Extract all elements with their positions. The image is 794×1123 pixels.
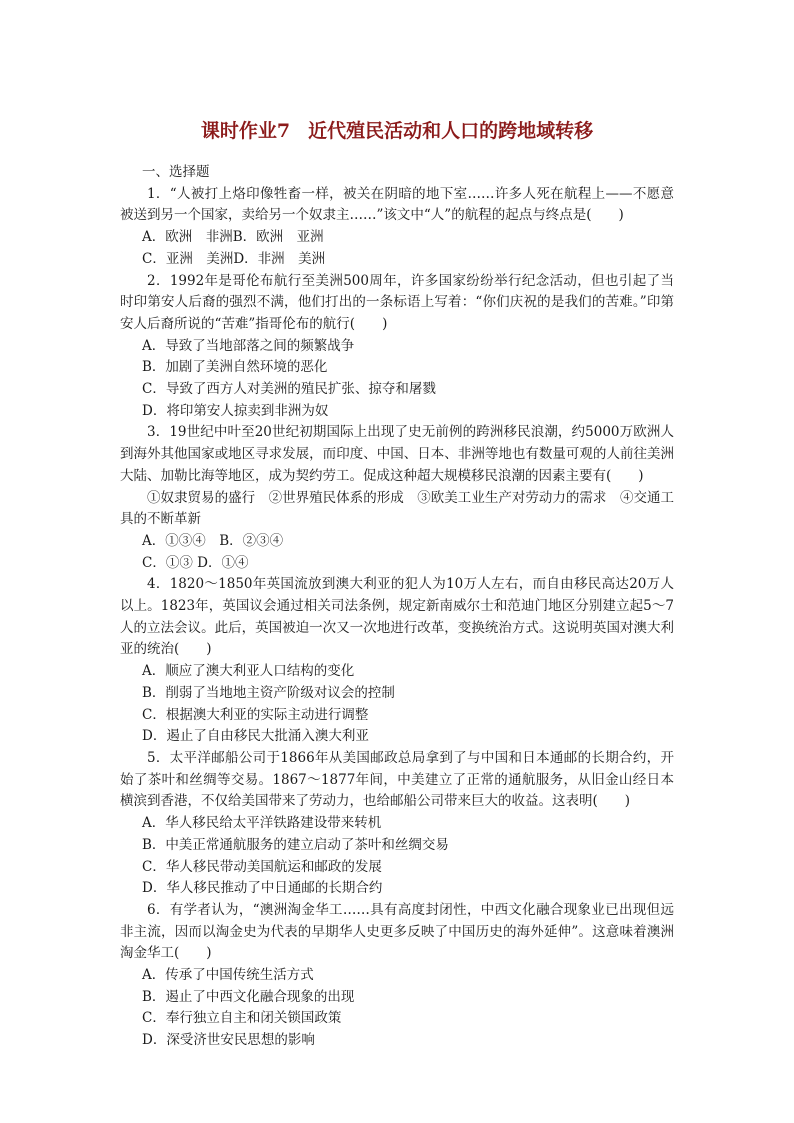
option-d: D．华人移民推动了中日通邮的长期合约 bbox=[142, 880, 383, 897]
question-stem: 2．1992年是哥伦布航行至美洲500周年，许多国家纷纷举行纪念活动，但也引起了当时印第安人后裔的强烈不满，他们打出的一条标语上写着：“你们庆祝的是我们的苦难。”印第安人后裔所说的“苦难”指哥伦布的航行( ) bbox=[120, 272, 674, 332]
option-line: C．亚洲 美洲D．非洲 美洲 bbox=[142, 250, 326, 267]
question-stem: 5．太平洋邮船公司于1866年从美国邮政总局拿到了与中国和日本通邮的长期合约，开始了茶叶和丝绸等交易。1867～1877年间，中美建立了正常的通航服务，从旧金山经日本横滨到香港，不仅给美国带来了劳动力，也给邮船公司带来巨大的收益。这表明( ) bbox=[120, 749, 674, 810]
option-a: A．导致了当地部落之间的频繁战争 bbox=[142, 337, 355, 354]
title-main: 课时作业7 bbox=[200, 120, 291, 142]
option-c: C．华人移民带动美国航运和邮政的发展 bbox=[142, 858, 382, 875]
option-c: C．导致了西方人对美洲的殖民扩张、掠夺和屠戮 bbox=[142, 381, 436, 398]
option-c: C．根据澳大利亚的实际主动进行调整 bbox=[142, 706, 369, 723]
option-a: A．传承了中国传统生活方式 bbox=[142, 967, 314, 984]
question-6 bbox=[120, 900, 674, 1052]
title-sub: 近代殖民活动和人口的跨地域转移 bbox=[308, 120, 594, 142]
question-statements: ①奴隶贸易的盛行 ②世界殖民体系的形成 ③欧美工业生产对劳动力的需求 ④交通工具的不断革新 bbox=[120, 489, 674, 528]
question-3 bbox=[120, 422, 674, 574]
option-c: C．奉行独立自主和闭关锁国政策 bbox=[142, 1010, 342, 1027]
option-line: A．欧洲 非洲B．欧洲 亚洲 bbox=[142, 229, 324, 246]
question-stem: 3．19世纪中叶至20世纪初期国际上出现了史无前例的跨洲移民浪潮，约5000万欧洲人到海外其他国家或地区寻求发展，而印度、中国、日本、非洲等地也有数量可观的人前往美洲大陆、加勒比海等地区，成为契约劳工。促成这种超大规模移民浪潮的因素主要有( ) bbox=[120, 424, 674, 484]
section-heading: 一、选择题 bbox=[142, 164, 210, 180]
option-d: D．遏止了自由移民大批涌入澳大利亚 bbox=[142, 728, 369, 745]
question-2 bbox=[120, 271, 674, 423]
page-title bbox=[120, 118, 674, 144]
question-stem: 4．1820～1850年英国流放到澳大利亚的犯人为10万人左右，而自由移民高达20万人以上。1823年，英国议会通过相关司法条例，规定新南威尔士和范迪门地区分别建立起5～7人的立法会议。此后，英国被迫一次又一次地进行改革，变换统治方式。这说明英国对澳大利亚的统治( ) bbox=[120, 576, 674, 658]
option-a: A．顺应了澳大利亚人口结构的变化 bbox=[142, 663, 355, 680]
option-a: A．华人移民给太平洋铁路建设带来转机 bbox=[142, 815, 382, 832]
option-line: A．①③④ B．②③④ bbox=[142, 532, 284, 549]
option-b: B．中美正常通航服务的建立启动了茶叶和丝绸交易 bbox=[142, 836, 449, 853]
option-d: D．深受济世安民思想的影响 bbox=[142, 1032, 315, 1049]
question-4 bbox=[120, 574, 674, 748]
option-d: D．将印第安人掠卖到非洲为奴 bbox=[142, 402, 329, 419]
option-b: B．削弱了当地地主资产阶级对议会的控制 bbox=[142, 684, 395, 701]
option-b: B．遏止了中西文化融合现象的出现 bbox=[142, 988, 355, 1005]
option-line: C．①③ D．①④ bbox=[142, 554, 249, 571]
question-stem: 1．“人被打上烙印像牲畜一样，被关在阴暗的地下室……许多人死在航程上——不愿意被送到另一个国家，卖给另一个奴隶主……”该文中“人”的航程的起点与终点是( ) bbox=[120, 185, 674, 224]
question-1 bbox=[120, 184, 674, 271]
option-b: B．加剧了美洲自然环境的恶化 bbox=[142, 359, 328, 376]
question-stem: 6．有学者认为，“澳洲淘金华工……具有高度封闭性，中西文化融合现象业已出现但远非主流，因而以淘金史为代表的早期华人史更多反映了中国历史的海外延伸”。这意味着澳洲淘金华工( ) bbox=[120, 901, 674, 962]
question-5 bbox=[120, 748, 674, 900]
